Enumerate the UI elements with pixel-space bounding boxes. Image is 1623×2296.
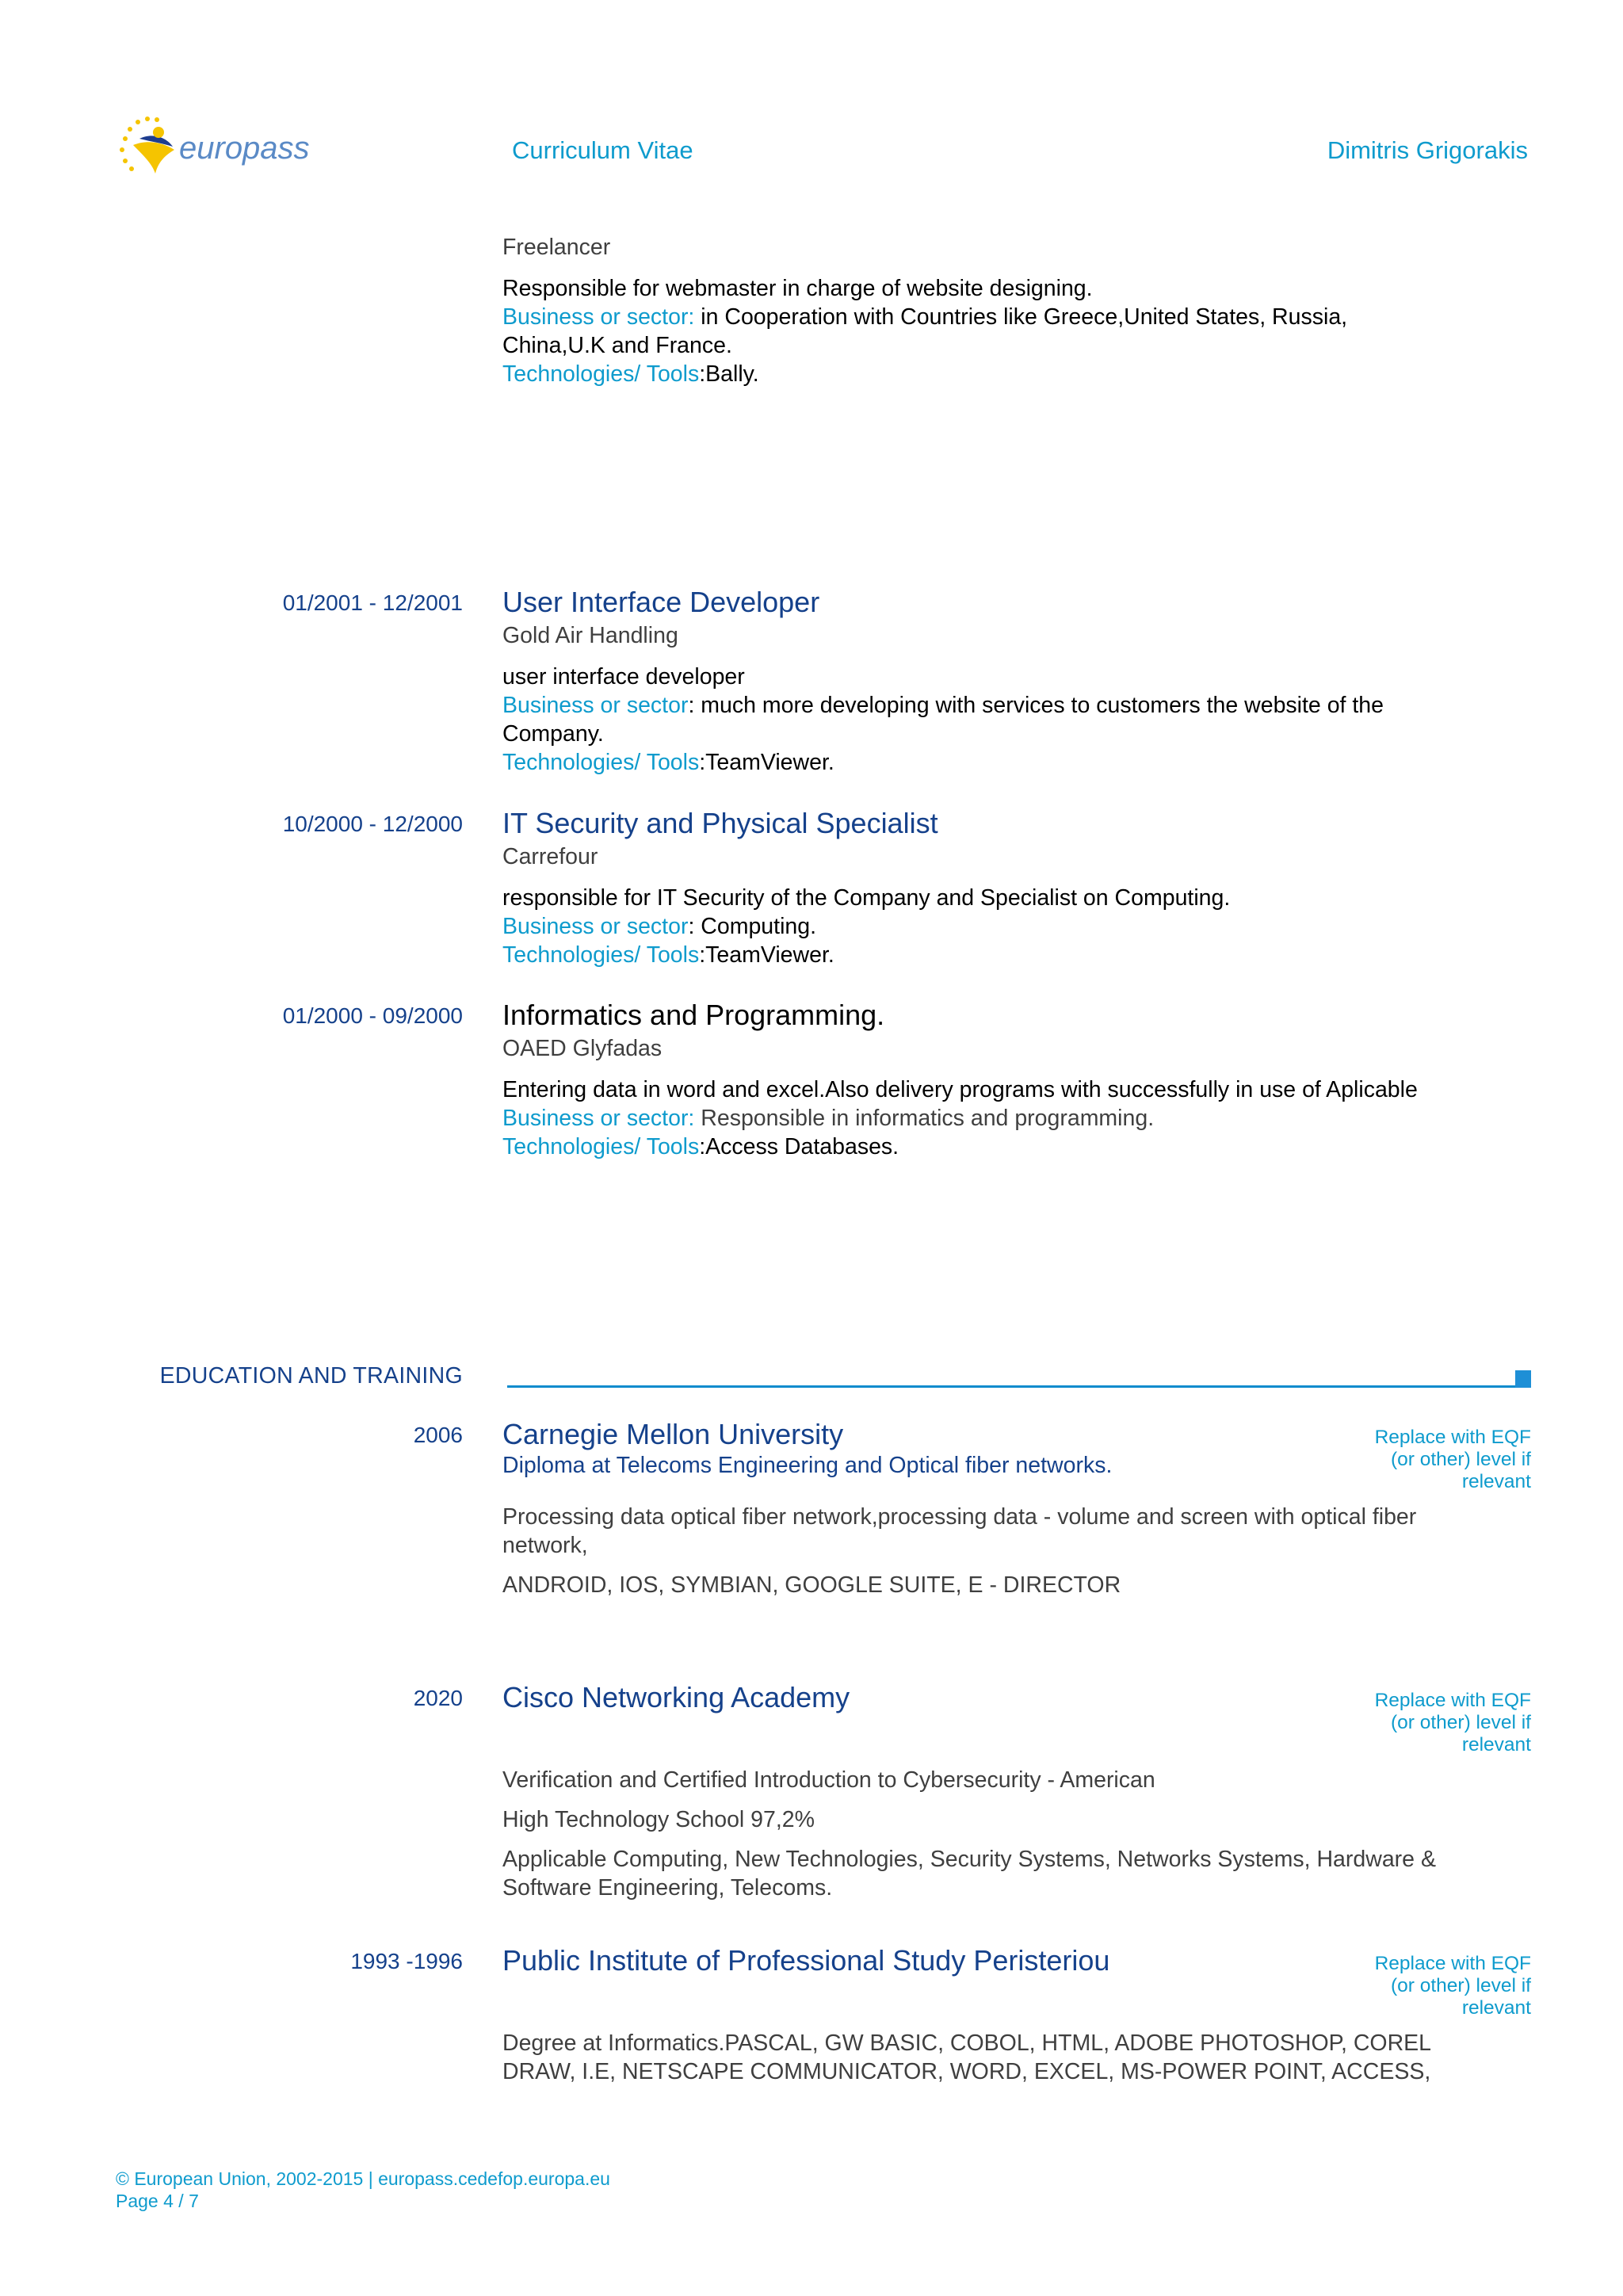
education-entry (502, 1417, 1342, 1479)
job-description (502, 274, 1533, 388)
eqf-level-note (1325, 1953, 1531, 2019)
education-details (502, 1503, 1533, 1599)
sector-label: Business or sector (502, 914, 689, 939)
description-line: user interface developer (502, 664, 745, 690)
sector-line (502, 303, 1533, 331)
detail-line: network, (502, 1533, 588, 1558)
work-entry-continued (502, 231, 1533, 388)
eqf-line: relevant (1461, 1734, 1531, 1755)
tools-line (502, 748, 1533, 777)
employer: Carrefour (502, 844, 598, 869)
employer: Freelancer (502, 235, 611, 260)
work-date: 01/2000 - 09/2000 (282, 1003, 463, 1028)
work-entry (502, 585, 1533, 777)
sector-value: : Computing. (688, 914, 817, 939)
eqf-level-note (1325, 1427, 1531, 1493)
copyright-link[interactable]: © European Union, 2002-2015 | europass.cedefop.europa.eu (116, 2168, 610, 2189)
tools-value: :TeamViewer. (699, 750, 834, 775)
education-date: 2020 (413, 1686, 463, 1710)
job-title: Informatics and Programming. (502, 999, 885, 1031)
detail-line: DRAW, I.E, NETSCAPE COMMUNICATOR, WORD, EXCEL, MS-POWER POINT, ACCESS, (502, 2059, 1431, 2084)
institution-name: Cisco Networking Academy (502, 1681, 850, 1713)
sector-value: Responsible in informatics and programming. (694, 1106, 1155, 1131)
education-date: 1993 -1996 (350, 1949, 463, 1973)
eqf-level-note (1325, 1690, 1531, 1756)
detail-line: Software Engineering, Telecoms. (502, 1875, 833, 1901)
work-entry (502, 806, 1533, 969)
sector-label: Business or sector: (502, 304, 695, 330)
section-marker (1515, 1370, 1531, 1388)
svg-text:europass: europass (179, 131, 310, 166)
tools-label: Technologies/ Tools (502, 361, 700, 387)
sector-line-continued: Company. (502, 721, 604, 747)
eqf-line: (or other) level if (1390, 1449, 1531, 1470)
europass-logo (117, 115, 331, 186)
sector-line-continued: China,U.K and France. (502, 333, 732, 358)
eqf-line: Replace with EQF (1374, 1953, 1531, 1974)
job-title: User Interface Developer (502, 586, 820, 618)
description-line: responsible for IT Security of the Company and Specialist on Computing. (502, 885, 1231, 911)
sector-label: Business or sector: (502, 1106, 695, 1131)
description-line: Responsible for webmaster in charge of website designing. (502, 276, 1093, 301)
tools-label: Technologies/ Tools (502, 1134, 700, 1159)
detail-line: Verification and Certified Introduction to Cybersecurity - American (502, 1767, 1155, 1793)
education-entry (502, 1943, 1342, 1978)
sector-line (502, 691, 1533, 720)
employer: OAED Glyfadas (502, 1036, 663, 1061)
section-divider (507, 1385, 1515, 1388)
page-number: Page 4 / 7 (116, 2191, 199, 2211)
sector-line (502, 1104, 1533, 1133)
job-description (502, 1075, 1533, 1161)
work-entry (502, 998, 1533, 1161)
institution-name: Carnegie Mellon University (502, 1418, 844, 1450)
tools-line (502, 941, 1533, 969)
section-heading-education: EDUCATION AND TRAINING (159, 1363, 463, 1389)
sector-label: Business or sector (502, 693, 689, 718)
eqf-line: relevant (1461, 1997, 1531, 2019)
eqf-line: (or other) level if (1390, 1712, 1531, 1733)
eqf-line: Replace with EQF (1374, 1427, 1531, 1448)
eqf-line: Replace with EQF (1374, 1690, 1531, 1711)
candidate-name: Dimitris Grigorakis (1327, 136, 1528, 164)
tools-value: :Bally. (699, 361, 759, 387)
job-description (502, 884, 1533, 969)
tools-value: :TeamViewer. (699, 942, 834, 968)
detail-line: ANDROID, IOS, SYMBIAN, GOOGLE SUITE, E - DIRECTOR (502, 1572, 1121, 1598)
detail-line: High Technology School 97,2% (502, 1807, 815, 1832)
institution-name: Public Institute of Professional Study Peristeriou (502, 1944, 1110, 1977)
job-description (502, 663, 1533, 777)
document-title: Curriculum Vitae (512, 136, 693, 164)
page-footer (116, 2168, 610, 2212)
work-date: 10/2000 - 12/2000 (282, 812, 463, 836)
tools-line (502, 360, 1533, 388)
detail-line: Processing data optical fiber network,processing data - volume and screen with optical fiber (502, 1504, 1417, 1530)
tools-value: :Access Databases. (699, 1134, 899, 1159)
description-line: Entering data in word and excel.Also delivery programs with successfully in use of Aplicable (502, 1077, 1418, 1102)
tools-label: Technologies/ Tools (502, 750, 700, 775)
qualification: Diploma at Telecoms Engineering and Optical fiber networks. (502, 1453, 1113, 1478)
eqf-line: relevant (1461, 1471, 1531, 1492)
detail-line: Degree at Informatics.PASCAL, GW BASIC, COBOL, HTML, ADOBE PHOTOSHOP, COREL (502, 2030, 1432, 2056)
education-entry (502, 1680, 1342, 1715)
employer: Gold Air Handling (502, 623, 678, 648)
education-details (502, 2029, 1533, 2086)
work-date: 01/2001 - 12/2001 (282, 590, 463, 615)
education-date: 2006 (413, 1423, 463, 1447)
europass-logo-icon (117, 115, 331, 186)
job-title: IT Security and Physical Specialist (502, 807, 938, 839)
detail-line: Applicable Computing, New Technologies, Security Systems, Networks Systems, Hardware & (502, 1847, 1436, 1872)
sector-value: in Cooperation with Countries like Greece,United States, Russia, (694, 304, 1348, 330)
sector-value: : much more developing with services to customers the website of the (688, 693, 1384, 718)
tools-line (502, 1133, 1533, 1161)
sector-line (502, 912, 1533, 941)
tools-label: Technologies/ Tools (502, 942, 700, 968)
eqf-line: (or other) level if (1390, 1975, 1531, 1996)
education-details (502, 1766, 1533, 1902)
